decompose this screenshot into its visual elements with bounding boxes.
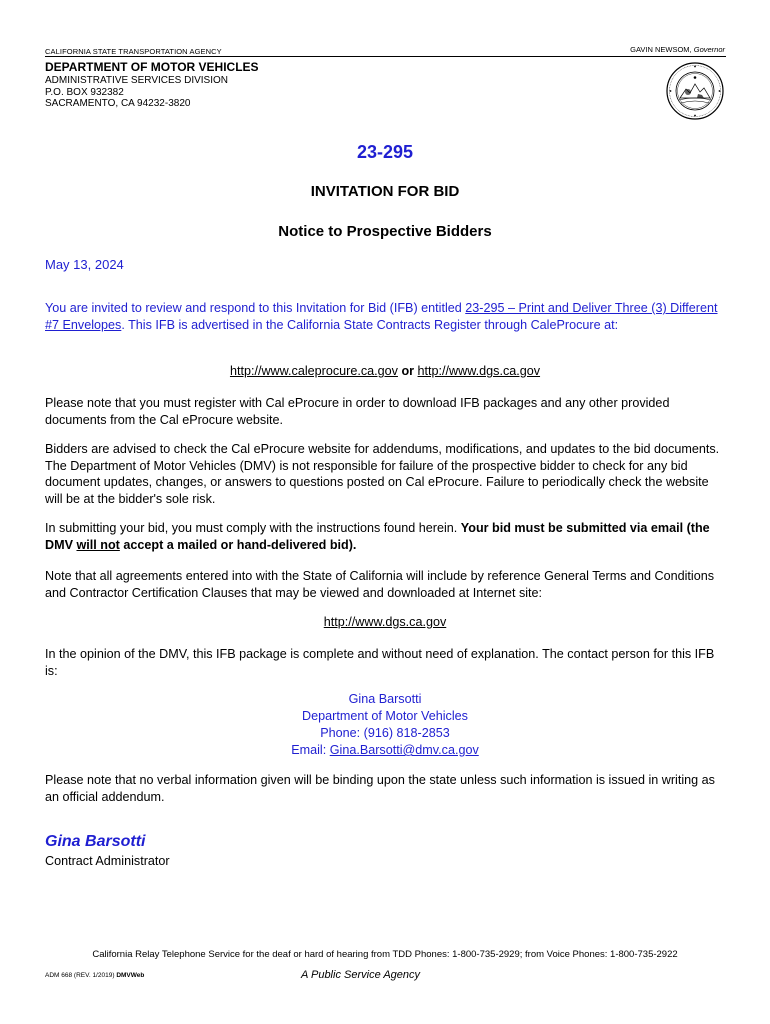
dgs-site-link[interactable]: http://www.dgs.ca.gov [323,615,447,629]
governor-title: Governor [693,45,725,54]
division-name: ADMINISTRATIVE SERVICES DIVISION [45,75,228,86]
intro-text-2: . This IFB is advertised in the California State Contracts Register through CaleProcure at: [121,317,619,332]
department-name: DEPARTMENT OF MOTOR VEHICLES [45,60,259,74]
governor-name: GAVIN NEWSOM, [630,45,692,54]
contact-email-label: Email: [291,743,330,757]
governor-line [630,45,725,54]
intro-text-1: You are invited to review and respond to this Invitation for Bid (IFB) entitled [45,301,466,315]
signature-title: Contract Administrator [45,854,170,868]
opinion-paragraph: In the opinion of the DMV, this IFB package is complete and without need of explanation. The contact person for this IFB is: [45,647,715,678]
submission-paragraph [45,520,729,553]
contact-phone: Phone: (916) 818-2853 [320,726,450,740]
contact-email-link[interactable]: Gina.Barsotti@dmv.ca.gov [329,743,479,757]
or-separator: or [401,364,415,378]
signature-name: Gina Barsotti [45,833,146,850]
header-divider [45,56,726,57]
contact-department: Department of Motor Vehicles [302,709,468,723]
agreements-paragraph: Note that all agreements entered into with the State of California will include by reference General Terms and Conditions and Contractor Certification Clauses that may be viewed and downloaded at Internet site: [45,569,714,600]
agency-name: CALIFORNIA STATE TRANSPORTATION AGENCY [45,47,222,56]
procurement-links [0,364,770,378]
relay-service-line: California Relay Telephone Service for the deaf or hard of hearing from TDD Phones: 1-800-735-2929; from Voice Phones: 1-800-735-2922 [92,949,678,960]
caleprocure-link[interactable]: http://www.caleprocure.ca.gov [229,364,398,378]
city-line: SACRAMENTO, CA 94232-3820 [45,98,191,109]
form-source: DMVWeb [116,972,145,979]
document-subheading: Notice to Prospective Bidders [278,223,492,240]
submission-text: In submitting your bid, you must comply with the instructions found herein. [45,521,461,535]
notice-date: May 13, 2024 [45,257,124,272]
register-paragraph: Please note that you must register with Cal eProcure in order to download IFB packages and any other provided documents from the Cal eProcure website. [45,396,670,427]
contact-email-line [0,742,770,759]
intro-paragraph [45,300,729,333]
form-number [45,972,144,979]
submission-bold-1: Your bid must be submitted via email (the DMV [45,521,710,552]
submission-bold-2: accept a mailed or hand-delivered bid). [119,537,357,552]
submission-bold-underline: will not [76,537,120,552]
contact-block [0,691,770,759]
public-service-tagline: A Public Service Agency [301,969,421,981]
bid-number: 23-295 [356,142,414,162]
ifb-title-link[interactable]: 23-295 – Print and Deliver Three (3) Different #7 Envelopes [45,301,718,332]
advisory-paragraph: Bidders are advised to check the Cal eProcure website for addendums, modifications, and updates to the bid documents. The Department of Motor Vehicles (DMV) is not responsible for failure of the prospective bidder to check for any bid document updates, changes, or answers to questions posted on Cal eProcure. Failure to periodically check the website will be at the bidder's sole risk. [45,442,720,506]
dgs-link[interactable]: http://www.dgs.ca.gov [417,364,541,378]
verbal-paragraph: Please note that no verbal information given will be binding upon the state unless such information is issued in writing as an official addendum. [45,773,715,804]
form-rev: ADM 668 (REV. 1/2019) [45,972,115,979]
document-heading: INVITATION FOR BID [310,183,460,200]
department-address [45,75,228,110]
dgs-link-line [0,615,770,629]
contact-name: Gina Barsotti [348,692,422,706]
california-state-seal-icon [666,62,724,120]
po-box: P.O. BOX 932382 [45,86,124,98]
